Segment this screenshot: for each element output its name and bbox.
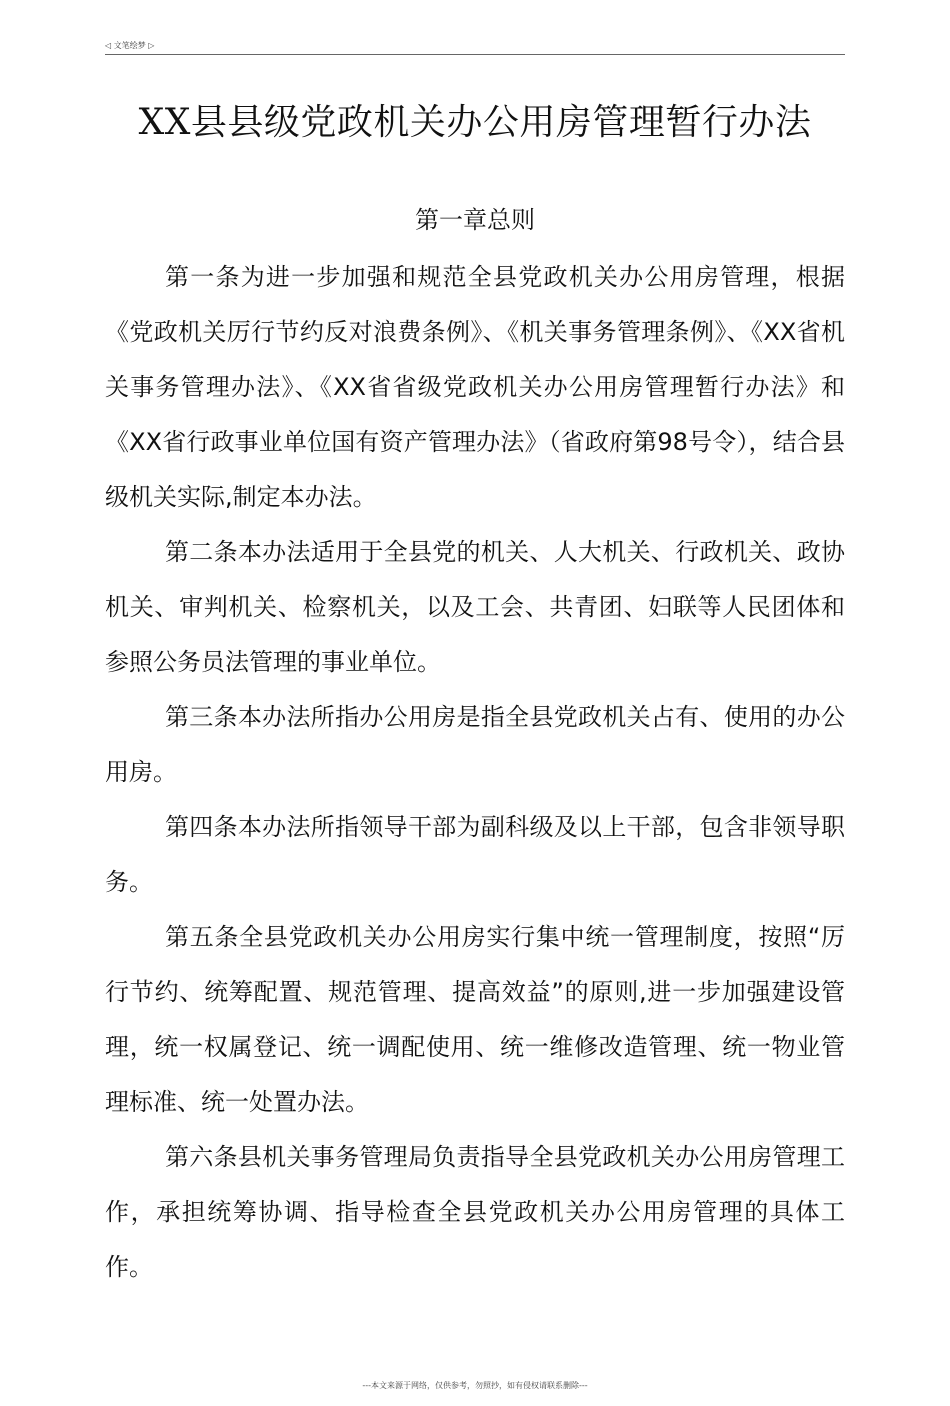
chapter-heading: 第一章总则 xyxy=(415,206,535,234)
page-footer: ---本文来源于网络，仅供参考，勿照抄，如有侵权请联系删除--- xyxy=(362,1381,588,1390)
right-arrow-icon: ▷ xyxy=(148,41,155,50)
article-3: 第三条本办法所指办公用房是指全县党政机关占有、使用的办公用房。 xyxy=(105,703,845,786)
document-body xyxy=(105,250,845,1295)
article-1: 第一条为进一步加强和规范全县党政机关办公用房管理，根据《党政机关厉行节约反对浪费条例》、《机关事务管理条例》、《XX省机关事务管理办法》、《XX省省级党政机关办公用房管理暂行办法》和《XX省行政事业单位国有资产管理办法》（省政府第98号令），结合县级机关实际,制定本办法。 xyxy=(105,263,845,511)
page-header xyxy=(105,40,845,54)
article-4: 第四条本办法所指领导干部为副科级及以上干部，包含非领导职务。 xyxy=(105,813,845,896)
article-6: 第六条县机关事务管理局负责指导全县党政机关办公用房管理工作，承担统筹协调、指导检查全县党政机关办公用房管理的具体工作。 xyxy=(105,1143,845,1281)
header-divider xyxy=(105,54,845,55)
left-arrow-icon: ◁ xyxy=(105,41,112,50)
document-title: XX县县级党政机关办公用房管理暂行办法 xyxy=(138,102,812,143)
header-text: 文笔绘梦 xyxy=(113,41,146,50)
article-2: 第二条本办法适用于全县党的机关、人大机关、行政机关、政协机关、审判机关、检察机关，以及工会、共青团、妇联等人民团体和参照公务员法管理的事业单位。 xyxy=(105,538,845,676)
article-5: 第五条全县党政机关办公用房实行集中统一管理制度，按照“厉行节约、统筹配置、规范管理、提高效益”的原则,进一步加强建设管理，统一权属登记、统一调配使用、统一维修改造管理、统一物业管理标准、统一处置办法。 xyxy=(105,923,845,1116)
